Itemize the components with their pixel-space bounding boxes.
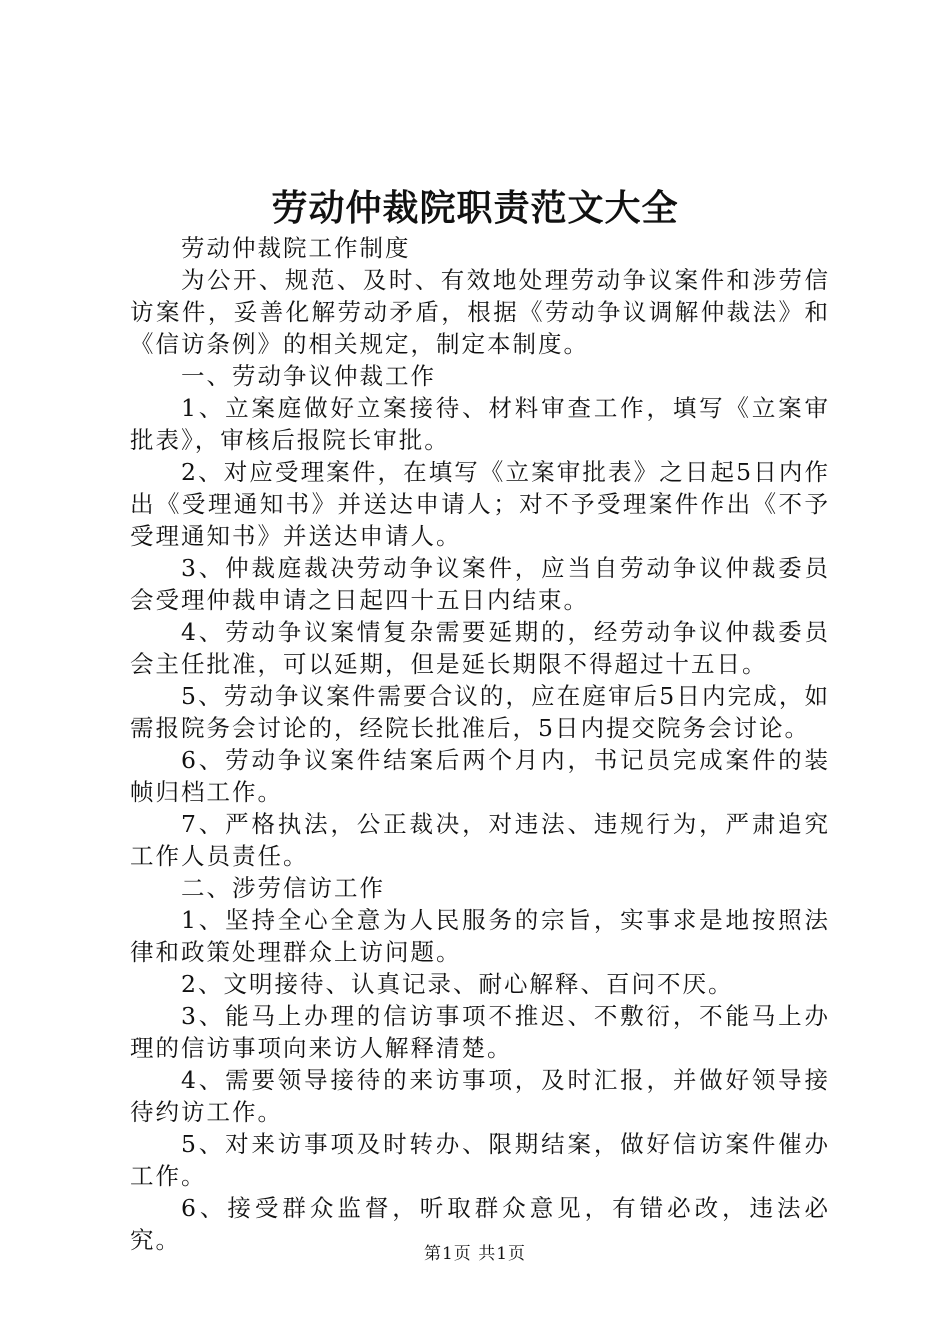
document-body bbox=[130, 232, 830, 1256]
list-item: 5、劳动争议案件需要合议的，应在庭审后5日内完成，如需报院务会讨论的，经院长批准后，5日内提交院务会讨论。 bbox=[130, 682, 830, 742]
section-heading: 一、劳动争议仲裁工作 bbox=[181, 362, 436, 390]
list-item: 2、对应受理案件，在填写《立案审批表》之日起5日内作出《受理通知书》并送达申请人；对不予受理案件作出《不予受理通知书》并送达申请人。 bbox=[130, 458, 830, 550]
list-item: 6、劳动争议案件结案后两个月内，书记员完成案件的装帧归档工作。 bbox=[130, 746, 830, 806]
list-item: 3、能马上办理的信访事项不推迟、不敷衍，不能马上办理的信访事项向来访人解释清楚。 bbox=[130, 1002, 830, 1062]
section-heading: 二、涉劳信访工作 bbox=[181, 874, 385, 902]
document-title: 劳动仲裁院职责范文大全 bbox=[271, 187, 679, 229]
list-item: 7、严格执法，公正裁决，对违法、违规行为，严肃追究工作人员责任。 bbox=[130, 810, 830, 870]
list-item: 2、文明接待、认真记录、耐心解释、百问不厌。 bbox=[181, 970, 734, 998]
list-item: 3、仲裁庭裁决劳动争议案件，应当自劳动争议仲裁委员会受理仲裁申请之日起四十五日内结束。 bbox=[130, 554, 830, 614]
list-item: 1、坚持全心全意为人民服务的宗旨，实事求是地按照法律和政策处理群众上访问题。 bbox=[130, 906, 830, 966]
list-item: 5、对来访事项及时转办、限期结案，做好信访案件催办工作。 bbox=[130, 1130, 830, 1190]
list-item: 4、劳动争议案情复杂需要延期的，经劳动争议仲裁委员会主任批准，可以延期，但是延长期限不得超过十五日。 bbox=[130, 618, 830, 678]
list-item: 4、需要领导接待的来访事项，及时汇报，并做好领导接待约访工作。 bbox=[130, 1066, 830, 1126]
section-heading: 劳动仲裁院工作制度 bbox=[181, 234, 411, 262]
intro-paragraph: 为公开、规范、及时、有效地处理劳动争议案件和涉劳信访案件，妥善化解劳动矛盾，根据《劳动争议调解仲裁法》和《信访条例》的相关规定，制定本制度。 bbox=[130, 266, 830, 358]
page-number-footer: 第1页 共1页 bbox=[423, 1244, 527, 1264]
list-item: 1、立案庭做好立案接待、材料审查工作，填写《立案审批表》，审核后报院长审批。 bbox=[130, 394, 830, 454]
list-item: 6、接受群众监督，听取群众意见，有错必改，违法必究。 bbox=[130, 1194, 830, 1254]
